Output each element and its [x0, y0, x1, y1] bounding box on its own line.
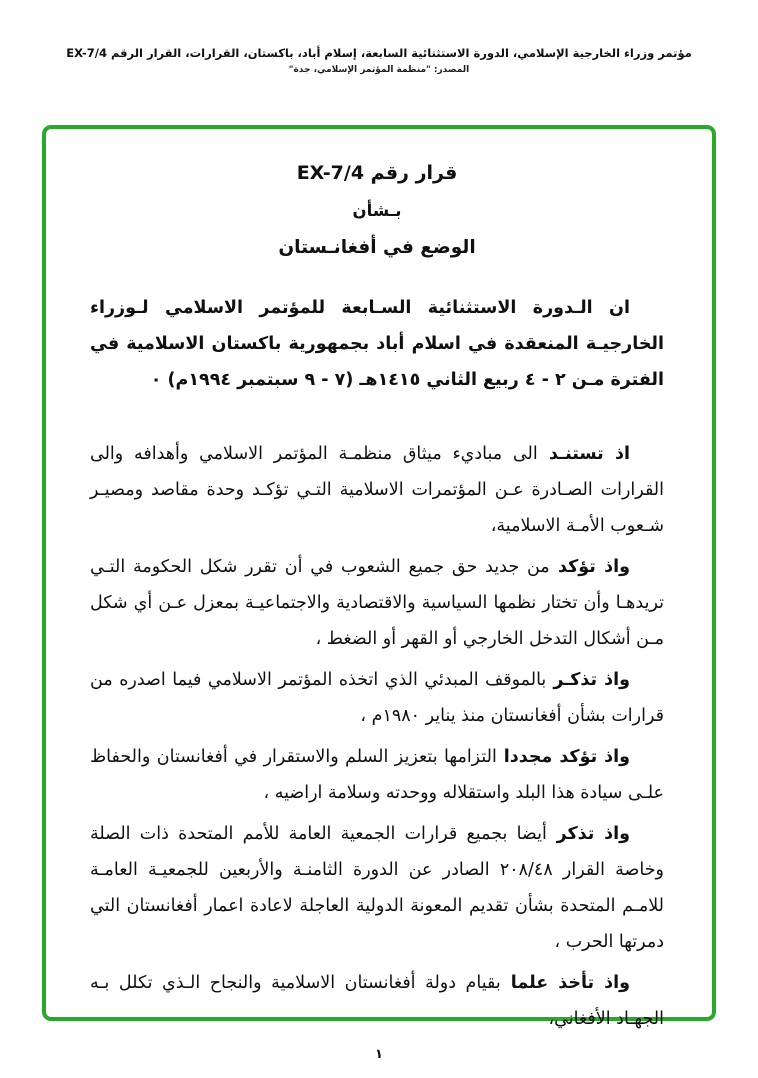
header-source: المصدر: "منظمة المؤتمر الإسلامي، جدة": [288, 65, 470, 75]
paragraph: واذ تذكر أيضا بجميع قرارات الجمعية العامة للأمم المتحدة ذات الصلة وخاصة القرار ٢٠٨/٤٨ الصادر عن الدورة الثامنـة والأربعين للجمعيـة العامـة للامـم المتحدة بشأن تقديم المعونة الدولية العاجلة لاعادة اعمار أفغانستان التي دمرتها الحرب ،: [90, 824, 664, 952]
paragraph-lead: واذ تؤكد: [549, 557, 630, 577]
paragraph-lead: واذ تأخذ علما: [500, 973, 630, 993]
paragraph: واذ تأخذ علما بقيام دولة أفغانستان الاسلامية والنجاح الـذي تكلل بـه الجهـاد الأفغاني،: [90, 973, 664, 1029]
resolution-number: قرار رقم EX-7/4: [296, 162, 458, 184]
document-title: [90, 155, 664, 266]
document-body: [90, 290, 664, 1037]
paragraph-lead: واذ تؤكد مجددا: [496, 747, 630, 767]
paragraph: واذ تؤكد مجددا التزامها بتعزيز السلم والاستقرار في أفغانستان والحفاظ علـى سيادة هذا البلد واستقلاله ووحدته وسلامة اراضيه ،: [90, 747, 664, 803]
paragraph: واذ تذكـر بالموقف المبدئي الذي اتخذه المؤتمر الاسلامي فيما اصدره من قرارات بشأن أفغانستان منذ يناير ١٩٨٠م ،: [90, 670, 664, 726]
title-regarding: بـشأن: [352, 201, 402, 220]
page-header: [10, 46, 748, 75]
page-footer: [0, 1043, 758, 1062]
paragraph-lead: واذ تذكـر: [546, 670, 630, 690]
title-subject: الوضع في أفغانـستان: [278, 237, 476, 258]
paragraph: ان الـدورة الاستثنائية السـابعة للمؤتمر الاسلامي لـوزراء الخارجيـة المنعقدة في اسلام أباد بجمهورية باكستان الاسلامية في الفترة مـن ٢ - ٤ ربيع الثاني ١٤١٥هـ (٧ - ٩ سبتمبر ١٩٩٤م) ٠: [90, 298, 664, 390]
paragraph-lead: واذ تذكر: [546, 824, 630, 844]
paragraph: اذ تستنـد الى مباديء ميثاق منظمـة المؤتمر الاسلامي وأهدافه والى القرارات الصـادرة عـن المؤتمرات الاسلامية التـي تؤكـد وحدة مقاصد ومصيـر شـعوب الأمـة الاسلامية،: [90, 444, 664, 536]
document-frame: [42, 125, 716, 1029]
paragraph: واذ تؤكد من جديد حق جميع الشعوب في أن تقرر شكل الحكومة التـي تريدهـا وأن تختار نظمها السياسية والاقتصادية والاجتماعيـة بمعزل عـن أي شكل مـن أشكال التدخل الخارجي أو القهر أو الضغط ،: [90, 557, 664, 649]
header-citation: مؤتمر وزراء الخارجية الإسلامي، الدورة الاستثنائية السابعة، إسلام أباد، باكستان، القرارات، القرار الرقم EX-7/4: [66, 46, 692, 60]
page-number: ١: [375, 1047, 383, 1062]
paragraph-lead: اذ تستنـد: [537, 444, 630, 464]
